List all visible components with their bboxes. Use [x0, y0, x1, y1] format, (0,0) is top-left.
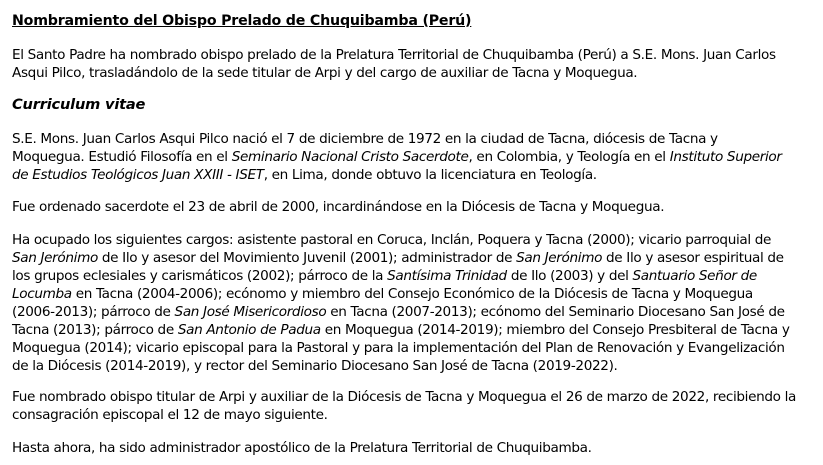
page-title: Nombramiento del Obispo Prelado de Chuquibamba (Perú) — [12, 13, 472, 29]
text-run: en Tacna (2004-2006); ecónomo y miembro del Consejo Económico de la Diócesis de Tacna y Moquegua — [71, 286, 753, 302]
text-run: Tacna (2013); párroco de — [12, 322, 178, 338]
institution-name: Instituto Superior — [669, 149, 782, 165]
institution-name: de Estudios Teológicos Juan XXIII - ISET — [12, 167, 264, 183]
text-run: de Ilo (2003) y del — [506, 268, 633, 284]
text-run: Moquegua (2014); vicario episcopal para la Pastoral y para la implementación del Plan de Renovación y Evangelización — [12, 340, 785, 356]
text-run: Moquegua. Estudió Filosofía en el — [12, 149, 232, 165]
parish-name: San Jerónimo — [516, 250, 603, 266]
text-run: Ha ocupado los siguientes cargos: asistente pastoral en Coruca, Inclán, Poquera y Tacna (2000); vicario parroquial de — [12, 232, 772, 248]
text-run: Fue nombrado obispo titular de Arpi y auxiliar de la Diócesis de Tacna y Moquegua el 26 de marzo de 2022, recibiendo la — [12, 389, 797, 405]
cv-paragraph-episcopal — [12, 388, 817, 424]
text-run: consagración episcopal el 12 de mayo siguiente. — [12, 407, 328, 423]
text-run: (2006-2013); párroco de — [12, 304, 175, 320]
parish-name: San Jerónimo — [12, 250, 98, 266]
cv-paragraph-birth-education — [12, 130, 817, 184]
parish-name: San Antonio de Padua — [177, 322, 321, 338]
text-run: en Tacna (2007-2013); ecónomo del Seminario Diocesano San José de — [326, 304, 785, 320]
text-run: en Moquegua (2014-2019); miembro del Consejo Presbiteral de Tacna y — [320, 322, 790, 338]
text-run: de Ilo y asesor del Movimiento Juvenil (2001); administrador de — [97, 250, 517, 266]
text-run: S.E. Mons. Juan Carlos Asqui Pilco nació el 7 de diciembre de 1972 en la ciudad de Tacna, diócesis de Tacna y — [12, 131, 718, 147]
parish-name: San José Misericordioso — [174, 304, 327, 320]
section-heading-cv: Curriculum vitae — [12, 96, 146, 113]
intro-line: Asqui Pilco, trasladándolo de la sede titular de Arpi y del cargo de auxiliar de Tacna y Moquegua. — [12, 65, 638, 81]
text-run: los grupos eclesiales y carismáticos (2002); párroco de la — [12, 268, 388, 284]
intro-paragraph — [12, 46, 817, 82]
text-run: , en Colombia, y Teología en el — [468, 149, 670, 165]
intro-line: El Santo Padre ha nombrado obispo prelado de la Prelatura Territorial de Chuquibamba (Perú) a S.E. Mons. Juan Carlos — [12, 47, 776, 63]
text-run: de la Diócesis (2014-2019), y rector del Seminario Diocesano San José de Tacna (2019-2022). — [12, 358, 618, 374]
text-run: de Ilo y asesor espiritual de — [602, 250, 784, 266]
institution-name: Seminario Nacional Cristo Sacerdote — [231, 149, 469, 165]
parish-name: Locumba — [12, 286, 72, 302]
cv-paragraph-ordination: Fue ordenado sacerdote el 23 de abril de 2000, incardinándose en la Diócesis de Tacna y Moquegua. — [12, 199, 665, 215]
cv-paragraph-positions — [12, 231, 817, 375]
parish-name: Santuario Señor de — [632, 268, 757, 284]
parish-name: Santísima Trinidad — [387, 268, 507, 284]
cv-paragraph-current: Hasta ahora, ha sido administrador apostólico de la Prelatura Territorial de Chuquibamba. — [12, 440, 592, 456]
text-run: , en Lima, donde obtuvo la licenciatura en Teología. — [263, 167, 597, 183]
